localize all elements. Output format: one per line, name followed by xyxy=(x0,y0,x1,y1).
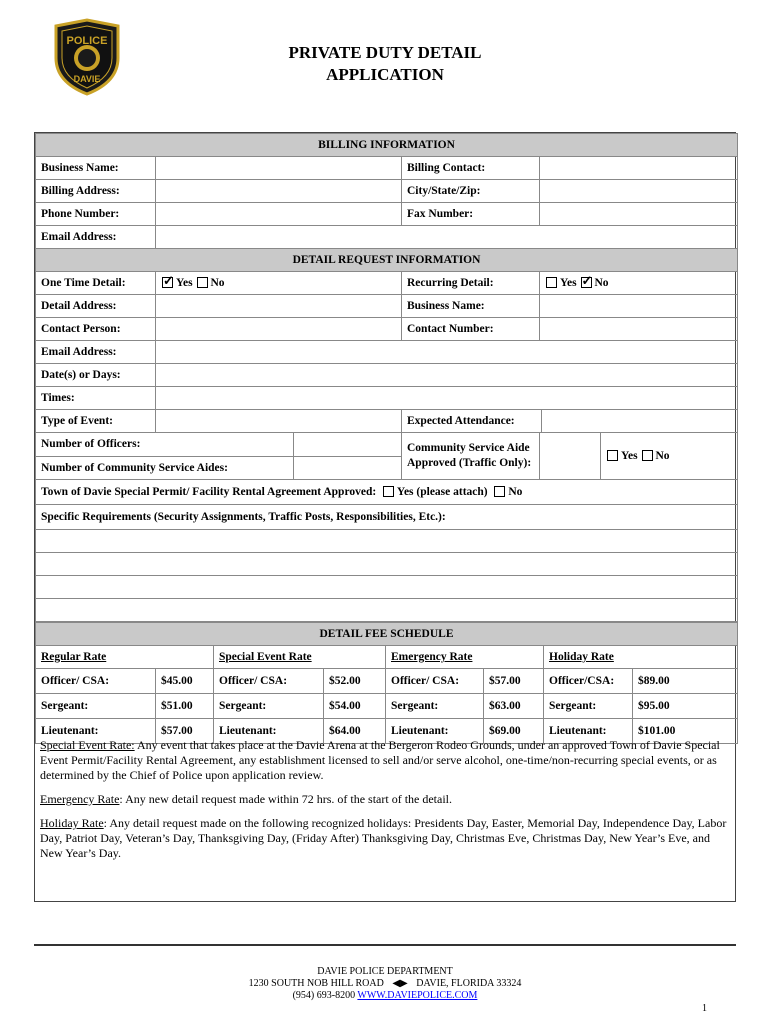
fee-row-officer xyxy=(36,669,738,694)
emergency-note-label: Emergency Rate xyxy=(40,792,120,806)
fee-value: $51.00 xyxy=(156,694,214,719)
dates-field[interactable] xyxy=(156,364,738,387)
event-type-label: Type of Event: xyxy=(36,410,156,433)
csa-yes-label: Yes xyxy=(621,450,638,462)
fee-rank: Lieutenant: xyxy=(36,719,156,744)
special-event-rate-header: Special Event Rate xyxy=(214,646,386,669)
fee-value: $45.00 xyxy=(156,669,214,694)
requirements-line[interactable] xyxy=(36,576,738,599)
fee-rank: Sergeant: xyxy=(386,694,484,719)
requirements-line[interactable] xyxy=(36,553,738,576)
business-name-label: Business Name: xyxy=(36,157,156,180)
csa-no-label: No xyxy=(655,450,670,462)
recurring-yes-checkbox[interactable] xyxy=(546,277,557,288)
permit-no-checkbox[interactable] xyxy=(494,486,505,497)
emergency-note-text: : Any new detail request made within 72 hrs. of the start of the detail. xyxy=(119,792,453,806)
permit-yes-checkbox[interactable] xyxy=(383,486,394,497)
footer-divider xyxy=(34,944,736,946)
billing-address-label: Billing Address: xyxy=(36,180,156,203)
detail-business-name-label: Business Name: xyxy=(402,295,540,318)
billing-email-field[interactable] xyxy=(156,226,738,249)
recurring-detail-options xyxy=(540,272,738,295)
holiday-note-label: Holiday Rate xyxy=(40,816,104,830)
detail-email-label: Email Address: xyxy=(36,341,156,364)
permit-row xyxy=(36,480,738,505)
times-label: Times: xyxy=(36,387,156,410)
holiday-note-text: : Any detail request made on the following recognized holidays: Presidents Day, Easter, Memorial Day, Independence Day, Labor Day, Patriot Day, Veteran’s Day, Thanksgiving Day, (Friday After) Thanksgiving Day, Christmas Eve, Christmas Day, New Year’s Eve, and New Year’s Day. xyxy=(40,816,727,860)
fee-rank: Sergeant: xyxy=(544,694,633,719)
billing-contact-field[interactable] xyxy=(540,157,738,180)
billing-section-header: BILLING INFORMATION xyxy=(36,134,738,157)
requirements-label: Specific Requirements (Security Assignments, Traffic Posts, Responsibilities, Etc.): xyxy=(36,505,738,530)
times-field[interactable] xyxy=(156,387,738,410)
special-event-note-text: Any event that takes place at the Davie Arena at the Bergeron Rodeo Grounds, under an approved Town of Davie Special Event Permit/Facility Rental Agreement, any establishment licensed to sell and/or serve alcohol, one-time/non-recurring special events, or as determined by the Chief of Police upon application review. xyxy=(40,738,720,782)
title-line-2: APPLICATION xyxy=(326,65,444,84)
csa-approved-blank xyxy=(540,433,601,479)
csa-approved-options xyxy=(601,433,675,479)
csa-approved-line1: Community Service Aide xyxy=(407,442,530,454)
page-number: 1 xyxy=(702,1003,707,1014)
one-time-detail-options xyxy=(156,272,402,295)
detail-address-field[interactable] xyxy=(156,295,402,318)
billing-address-field[interactable] xyxy=(156,180,402,203)
footer-phone: (954) 693-8200 xyxy=(292,990,356,1001)
recurring-no-label: No xyxy=(594,277,609,289)
detail-section-header: DETAIL REQUEST INFORMATION xyxy=(36,249,738,272)
contact-person-field[interactable] xyxy=(156,318,402,341)
one-time-no-label: No xyxy=(210,277,225,289)
fee-rank: Officer/ CSA: xyxy=(214,669,324,694)
emergency-rate-header: Emergency Rate xyxy=(386,646,544,669)
rate-notes xyxy=(40,738,730,870)
fee-section-header: DETAIL FEE SCHEDULE xyxy=(36,623,738,646)
phone-label: Phone Number: xyxy=(36,203,156,226)
one-time-yes-label: Yes xyxy=(176,277,193,289)
detail-address-label: Detail Address: xyxy=(36,295,156,318)
num-csa-label: Number of Community Service Aides: xyxy=(36,456,294,480)
requirements-line[interactable] xyxy=(36,530,738,553)
footer-address xyxy=(0,978,770,990)
footer-dept: DAVIE POLICE DEPARTMENT xyxy=(317,966,453,977)
fee-row-sergeant xyxy=(36,694,738,719)
fax-label: Fax Number: xyxy=(402,203,540,226)
fee-value: $95.00 xyxy=(633,694,738,719)
phone-field[interactable] xyxy=(156,203,402,226)
csa-no-checkbox[interactable] xyxy=(642,450,653,461)
fee-rank: Lieutenant: xyxy=(386,719,484,744)
csa-approved-line2: Approved (Traffic Only): xyxy=(407,457,532,469)
fee-value: $69.00 xyxy=(484,719,544,744)
one-time-yes-checkbox[interactable] xyxy=(162,277,173,288)
num-csa-field[interactable] xyxy=(294,456,402,480)
attendance-label: Expected Attendance: xyxy=(402,410,542,432)
city-state-zip-label: City/State/Zip: xyxy=(402,180,540,203)
fee-value: $89.00 xyxy=(633,669,738,694)
emergency-note xyxy=(40,792,730,807)
attendance-field[interactable] xyxy=(542,410,737,432)
logo-top-text: POLICE xyxy=(66,35,108,47)
fee-schedule-table xyxy=(35,622,738,744)
footer-website-link[interactable]: WWW.DAVIEPOLICE.COM xyxy=(357,990,478,1001)
fee-value: $64.00 xyxy=(324,719,386,744)
event-type-field[interactable] xyxy=(156,410,402,433)
billing-contact-label: Billing Contact: xyxy=(402,157,540,180)
recurring-yes-label: Yes xyxy=(560,277,577,289)
fee-rank: Lieutenant: xyxy=(544,719,633,744)
business-name-field[interactable] xyxy=(156,157,402,180)
permit-yes-label: Yes (please attach) xyxy=(396,486,488,498)
title-line-1: PRIVATE DUTY DETAIL xyxy=(288,43,482,62)
num-officers-label: Number of Officers: xyxy=(36,433,294,457)
fee-value: $57.00 xyxy=(484,669,544,694)
csa-approved-label xyxy=(402,433,540,480)
fee-rank: Lieutenant: xyxy=(214,719,324,744)
regular-rate-header: Regular Rate xyxy=(36,646,214,669)
detail-business-name-field[interactable] xyxy=(540,295,738,318)
fee-value: $54.00 xyxy=(324,694,386,719)
one-time-no-checkbox[interactable] xyxy=(197,277,208,288)
holiday-rate-header: Holiday Rate xyxy=(544,646,738,669)
fee-rank: Sergeant: xyxy=(36,694,156,719)
fee-value: $63.00 xyxy=(484,694,544,719)
fee-rank: Sergeant: xyxy=(214,694,324,719)
csa-yes-checkbox[interactable] xyxy=(607,450,618,461)
footer-address-left: 1230 SOUTH NOB HILL ROAD xyxy=(248,978,384,989)
contact-person-label: Contact Person: xyxy=(36,318,156,341)
fee-value: $101.00 xyxy=(633,719,738,744)
recurring-detail-label: Recurring Detail: xyxy=(402,272,540,295)
permit-label: Town of Davie Special Permit/ Facility Rental Agreement Approved: xyxy=(41,486,377,498)
fee-rank: Officer/ CSA: xyxy=(36,669,156,694)
fee-rank: Officer/CSA: xyxy=(544,669,633,694)
billing-detail-table xyxy=(35,133,738,622)
special-event-note xyxy=(40,738,730,783)
permit-no-label: No xyxy=(508,486,523,498)
fax-field[interactable] xyxy=(540,203,738,226)
fee-value: $52.00 xyxy=(324,669,386,694)
footer-address-right: DAVIE, FLORIDA 33324 xyxy=(416,978,522,989)
footer-contact xyxy=(0,990,770,1002)
fee-value: $57.00 xyxy=(156,719,214,744)
recurring-no-checkbox[interactable] xyxy=(581,277,592,288)
billing-email-label: Email Address: xyxy=(36,226,156,249)
double-arrow-icon: ◀▶ xyxy=(392,978,408,989)
fee-rank: Officer/ CSA: xyxy=(386,669,484,694)
detail-email-field[interactable] xyxy=(156,341,738,364)
num-officers-field[interactable] xyxy=(294,433,402,457)
contact-number-field[interactable] xyxy=(540,318,738,341)
requirements-line[interactable] xyxy=(36,599,738,622)
page-title xyxy=(0,42,770,86)
holiday-note xyxy=(40,816,730,861)
footer xyxy=(0,966,770,1002)
city-state-zip-field[interactable] xyxy=(540,180,738,203)
one-time-detail-label: One Time Detail: xyxy=(36,272,156,295)
logo-bottom-text: DAVIE xyxy=(73,74,101,84)
contact-number-label: Contact Number: xyxy=(402,318,540,341)
special-event-note-label: Special Event Rate: xyxy=(40,738,135,752)
dates-label: Date(s) or Days: xyxy=(36,364,156,387)
